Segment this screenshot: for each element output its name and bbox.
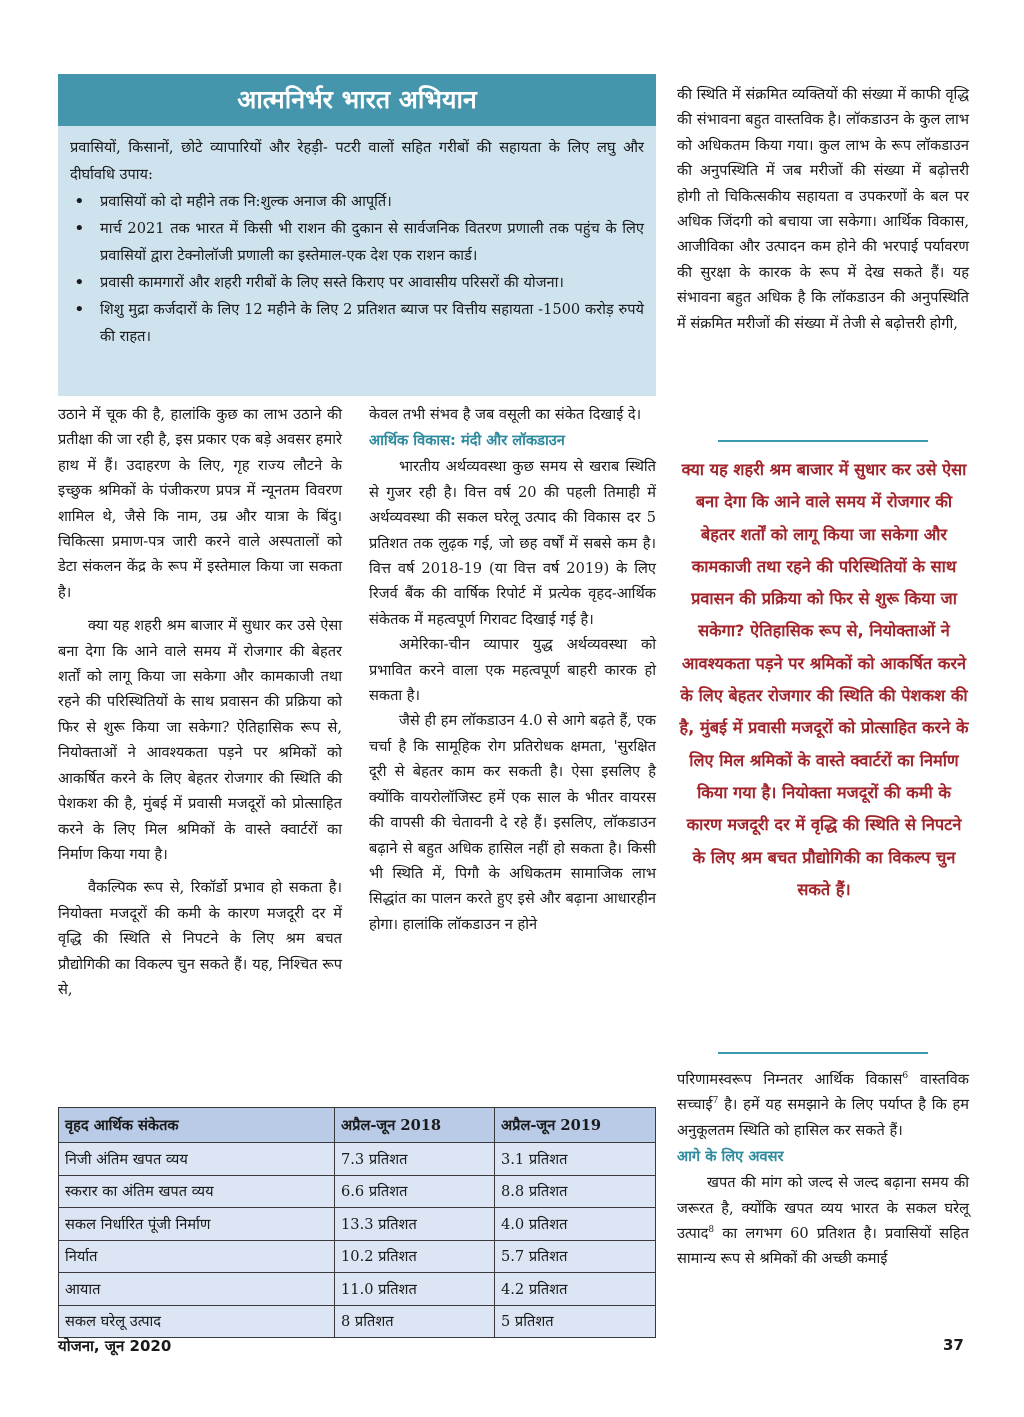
body-paragraph [677,1067,969,1143]
table-header-cell: वृहद आर्थिक संकेतक [59,1108,335,1143]
pull-quote-bottom-rule [718,1052,928,1054]
text-run: खपत की मांग को जल्द से जल्द बढ़ाना समय की जरूरत है, क्योंकि खपत व्यय भारत के सकल घरेलू उत्पाद [677,1174,969,1243]
table-header-cell: अप्रैल-जून 2018 [335,1108,495,1143]
body-paragraph [677,1170,969,1272]
text-run: का लगभग 60 प्रतिशत है। प्रवासियों सहित सामान्य रूप से श्रमिकों की अच्छी कमाई [677,1225,969,1268]
table-row [59,1143,656,1176]
middle-column [369,402,656,937]
table-cell: 4.2 प्रतिशत [495,1273,656,1306]
footnote-ref: 8 [708,1225,715,1236]
table-cell: 13.3 प्रतिशत [335,1208,495,1241]
footnote-ref: 7 [712,1096,719,1107]
table-cell: 4.0 प्रतिशत [495,1208,656,1241]
table-cell: 5 प्रतिशत [495,1305,656,1338]
table-cell: 8.8 प्रतिशत [495,1175,656,1208]
scheme-title: आत्मनिर्भर भारत अभियान [58,74,656,126]
table-cell: स्करार का अंतिम खपत व्यय [59,1175,335,1208]
table-cell: आयात [59,1273,335,1306]
body-paragraph: केवल तभी संभव है जब वसूली का संकेत दिखाई दे। [369,406,642,423]
footnote-ref: 6 [902,1071,909,1082]
text-run: वास्तविक सच्चाई [677,1071,969,1114]
scheme-list-item: • शिशु मुद्रा कर्जदारों के लिए 12 महीने के लिए 2 प्रतिशत ब्याज पर वित्तीय सहायता -1500 करोड़ रुपये की राहत। [70,296,644,350]
body-paragraph: क्या यह शहरी श्रम बाजार में सुधार कर उसे ऐसा बना देगा कि आने वाले समय में रोजगार की बेहतर शर्तों को लागू किया जा सकेगा और कामकाजी तथा रहने की परिस्थितियों के साथ प्रवासन की प्रक्रिया को फिर से शुरू किया जा सकेगा? ऐतिहासिक रूप से, नियोक्ताओं ने आवश्यकता पड़ने पर श्रमिकों को आकर्षित करने के लिए बेहतर रोजगार की स्थिति की पेशकश की है, मुंबई में प्रवासी मजदूरों को प्रोत्साहित करने के लिए मिल श्रमिकों के वास्ते क्वार्टरों का निर्माण किया गया है। [58,617,342,863]
table-cell: निर्यात [59,1240,335,1273]
table-row [59,1273,656,1306]
scheme-list-item: • प्रवासी कामगारों और शहरी गरीबों के लिए सस्ते किराए पर आवासीय परिसरों की योजना। [70,269,644,296]
table-row [59,1240,656,1273]
section-heading: आर्थिक विकास: मंदी और लॉकडाउन [369,432,565,450]
table-row [59,1175,656,1208]
table-cell: 5.7 प्रतिशत [495,1240,656,1273]
body-paragraph: वैकल्पिक रूप से, रिकॉर्डो प्रभाव हो सकता है। नियोक्ता मजदूरों की कमी के कारण मजदूरी दर में वृद्धि की स्थिति से निपटने के लिए श्रम बचत प्रौद्योगिकी का विकल्प चुन सकते हैं। यह, निश्चित रूप से, [58,879,342,998]
scheme-body [58,126,656,350]
pull-quote-top-rule [718,440,928,442]
table-cell: 8 प्रतिशत [335,1305,495,1338]
table-cell: सकल निर्धारित पूंजी निर्माण [59,1208,335,1241]
right-column-bottom [677,1067,969,1272]
table-cell: 6.6 प्रतिशत [335,1175,495,1208]
text-run: परिणामस्वरूप निम्नतर आर्थिक विकास [677,1071,903,1088]
scheme-list-item: • प्रवासियों को दो महीने तक नि:शुल्क अनाज की आपूर्ति। [70,188,644,215]
table-cell: 10.2 प्रतिशत [335,1240,495,1273]
left-column [58,402,342,1002]
indicator-table [58,1107,656,1338]
scheme-box [58,74,656,396]
body-paragraph: की स्थिति में संक्रमित व्यक्तियों की संख्या में काफी वृद्धि की संभावना बहुत वास्तविक है। लॉकडाउन के कुल लाभ को अधिकतम किया गया। कुल लाभ के रूप लॉकडाउन की अनुपस्थिति में जब मरीजों की संख्या में बढ़ोत्तरी होगी तो चिकित्सकीय सहायता व उपकरणों के बल पर अधिक जिंदगी को बचाया जा सकेगा। आर्थिक विकास, आजीविका और उत्पादन कम होने की भरपाई पर्यावरण की सुरक्षा के कारक के रूप में देख सकते हैं। यह संभावना बहुत अधिक है कि लॉकडाउन की अनुपस्थिति में संक्रमित मरीजों की संख्या में तेजी से बढ़ोत्तरी होगी, [677,86,969,332]
footer-issue: योजना, जून 2020 [58,1337,172,1355]
pull-quote: क्या यह शहरी श्रम बाजार में सुधार कर उसे ऐसा बना देगा कि आने वाले समय में रोजगार की बेहतर शर्तों को लागू किया जा सकेगा और कामकाजी तथा रहने की परिस्थितियों के साथ प्रवासन की प्रक्रिया को फिर से शुरू किया जा सकेगा? ऐतिहासिक रूप से, नियोक्ताओं ने आवश्यकता पड़ने पर श्रमिकों को आकर्षित करने के लिए बेहतर रोजगार की स्थिति की पेशकश की है, मुंबई में प्रवासी मजदूरों को प्रोत्साहित करने के लिए मिल श्रमिकों के वास्ते क्वार्टरों का निर्माण किया गया है। नियोक्ता मजदूरों की कमी के कारण मजदूरी दर में वृद्धि की स्थिति से निपटने के लिए श्रम बचत प्रौद्योगिकी का विकल्प चुन सकते हैं। [679,460,969,899]
table-cell: 7.3 प्रतिशत [335,1143,495,1176]
page-number: 37 [943,1336,964,1354]
table-header-cell: अप्रैल-जून 2019 [495,1108,656,1143]
body-paragraph: अमेरिका-चीन व्यापार युद्ध अर्थव्यवस्था को प्रभावित करने वाला एक महत्वपूर्ण बाहरी कारक हो सकता है। [369,636,656,705]
scheme-intro: प्रवासियों, किसानों, छोटे व्यापारियों और रेहड़ी- पटरी वालों सहित गरीबों की सहायता के लिए लघु और दीर्घावधि उपाय: [70,139,644,183]
table-header-row [59,1108,656,1143]
table-row [59,1305,656,1338]
body-paragraph: भारतीय अर्थव्यवस्था कुछ समय से खराब स्थिति से गुजर रही है। वित्त वर्ष 20 की पहली तिमाही में अर्थव्यवस्था की सकल घरेलू उत्पाद की विकास दर 5 प्रतिशत तक लुढ़क गई, जो छह वर्षों में सबसे कम है। वित्त वर्ष 2018-19 (या वित्त वर्ष 2019) के लिए रिजर्व बैंक की वार्षिक रिपोर्ट में प्रत्येक वृहद-आर्थिक संकेतक में महत्वपूर्ण गिरावट दिखाई गई है। [369,458,656,628]
table-cell: 11.0 प्रतिशत [335,1273,495,1306]
scheme-list [70,188,644,350]
table-cell: निजी अंतिम खपत व्यय [59,1143,335,1176]
section-heading: आगे के लिए अवसर [677,1148,784,1166]
table-cell: 3.1 प्रतिशत [495,1143,656,1176]
table-row [59,1208,656,1241]
body-paragraph: जैसे ही हम लॉकडाउन 4.0 से आगे बढ़ते हैं, एक चर्चा है कि सामूहिक रोग प्रतिरोधक क्षमता, 'सुरक्षित दूरी से बेहतर काम कर सकती है। ऐसा इसलिए है क्योंकि वायरोलॉजिस्ट हमें एक साल के भीतर वायरस की वापसी की चेतावनी दे रहे हैं। इसलिए, लॉकडाउन बढ़ाने से बहुत अधिक हासिल नहीं हो सकता है। किसी भी स्थिति में, पिगौ के अधिकतम सामाजिक लाभ सिद्धांत का पालन करते हुए इसे और बढ़ाना आधारहीन होगा। हालांकि लॉकडाउन न होने [369,712,656,933]
scheme-list-item: • मार्च 2021 तक भारत में किसी भी राशन की दुकान से सार्वजनिक वितरण प्रणाली तक पहुंच के लिए प्रवासियों द्वारा टेक्नोलॉजी प्रणाली का इस्तेमाल-एक देश एक राशन कार्ड। [70,215,644,269]
text-run: है। हमें यह समझाने के लिए पर्याप्त है कि हम अनुकूलतम स्थिति को हासिल कर सकते हैं। [677,1096,969,1139]
table-cell: सकल घरेलू उत्पाद [59,1305,335,1338]
right-column-top [677,82,969,336]
body-paragraph: उठाने में चूक की है, हालांकि कुछ का लाभ उठाने की प्रतीक्षा की जा रही है, इस प्रकार एक बड़े अवसर हमारे हाथ में हैं। उदाहरण के लिए, गृह राज्य लौटने के इच्छुक श्रमिकों के पंजीकरण प्रपत्र में न्यूनतम विवरण शामिल थे, जैसे कि नाम, उम्र और यात्रा के बिंदु। चिकित्सा प्रमाण-पत्र जारी करने वाले अस्पतालों को डेटा संकलन केंद्र के रूप में इस्तेमाल किया जा सकता है। [58,406,342,601]
